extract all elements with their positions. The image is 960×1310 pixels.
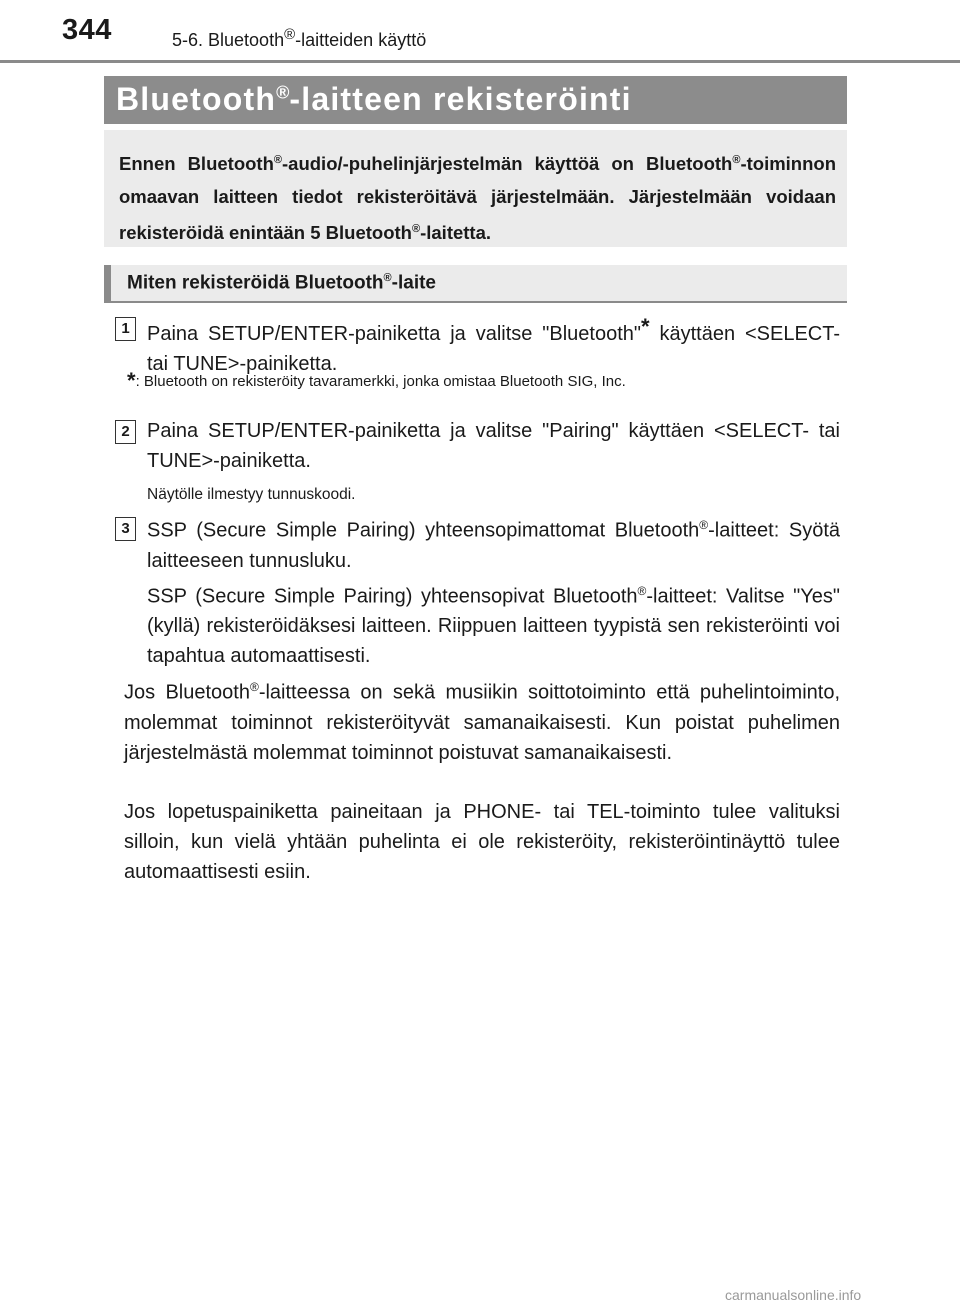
footnote-text: : Bluetooth on rekisteröity tavaramerkki, jonka omistaa Bluetooth SIG, Inc. xyxy=(135,373,626,390)
page-header xyxy=(0,0,960,62)
registered-mark: ® xyxy=(249,680,259,694)
page-title-pre: Bluetooth xyxy=(116,81,277,117)
registered-mark: ® xyxy=(276,82,290,103)
step-3-line-2-post: -laitteet: Valitse "Yes" (kyllä) rekisteröidäksesi laitteen. Riippuen laitteen tyypistä sen rekisteröinti voi tapahtua automaattisesti. xyxy=(147,585,840,668)
step-number-badge: 1 xyxy=(115,317,136,341)
chapter-title-pre: 5-6. Bluetooth xyxy=(172,30,285,50)
info-paragraph-1-post: -laitteessa on sekä musiikin soittotoiminto että puhelintoiminto, molemmat toiminnot rekisteröityvät samanaikaisesti. Kun poistat puhelimen järjestelmästä molemmat toiminnot poistuvat samanaikaisesti. xyxy=(124,681,841,764)
intro-text-2: -audio/-puhelinjärjestelmän käyttöä on Bluetooth xyxy=(282,153,733,175)
section-heading-post: -laite xyxy=(391,272,436,294)
step-1-text xyxy=(147,312,840,379)
step-3-line-2 xyxy=(147,576,840,672)
registered-mark: ® xyxy=(411,223,421,236)
page-title xyxy=(104,76,847,124)
step-number-badge: 2 xyxy=(115,420,136,444)
info-paragraph-1 xyxy=(124,672,840,768)
page-title-post: -laitteen rekisteröinti xyxy=(289,81,632,117)
asterisk-mark: * xyxy=(641,314,650,339)
step-1-text-b: käyttäen <SELECT- tai TUNE>-painiketta. xyxy=(147,323,840,375)
intro-text-3: -toiminnon omaavan laitteen tiedot rekisteröitävä järjestelmään. Järjestelmään voidaan rekisteröidä enintään 5 Bluetooth xyxy=(119,153,837,244)
step-3-line-1 xyxy=(147,510,840,576)
registered-mark: ® xyxy=(383,272,392,284)
registered-mark: ® xyxy=(273,154,282,166)
chapter-title-post: -laitteiden käyttö xyxy=(295,30,427,50)
step-2-text: Paina SETUP/ENTER-painiketta ja valitse "Pairing" käyttäen <SELECT- tai TUNE>-painiketta. xyxy=(147,420,840,472)
watermark: carmanualsonline.info xyxy=(725,1287,862,1303)
step-3-text xyxy=(147,510,840,671)
step-3-line-1-pre: SSP (Secure Simple Pairing) yhteensopimattomat Bluetooth xyxy=(147,519,700,542)
info-paragraph-2: Jos lopetuspainiketta paineitaan ja PHONE- tai TEL-toiminto tulee valituksi silloin, kun vielä yhtään puhelinta ei ole rekisteröity, rekisteröintinäyttö tulee automaattisesti esiin. xyxy=(124,801,840,883)
step-1-text-a: Paina SETUP/ENTER-painiketta ja valitse "Bluetooth" xyxy=(147,323,641,345)
step-2-note: Näytölle ilmestyy tunnuskoodi. xyxy=(147,486,356,503)
intro-text-1: Ennen Bluetooth xyxy=(119,153,274,175)
intro-box xyxy=(104,130,847,247)
intro-text-4: -laitetta. xyxy=(420,222,492,244)
step-3-line-2-pre: SSP (Secure Simple Pairing) yhteensopivat Bluetooth xyxy=(147,585,638,608)
asterisk-mark: * xyxy=(127,368,136,393)
header-divider xyxy=(0,60,960,63)
section-heading-pre: Miten rekisteröidä Bluetooth xyxy=(127,272,384,294)
registered-mark: ® xyxy=(284,26,296,43)
step-number-badge: 3 xyxy=(115,517,136,541)
registered-mark: ® xyxy=(637,583,647,598)
step-3-line-1-post: -laitteet: Syötä laitteeseen tunnusluku. xyxy=(147,519,840,572)
page-number: 344 xyxy=(62,14,112,46)
registered-mark: ® xyxy=(699,518,709,532)
info-paragraph-1-pre: Jos Bluetooth xyxy=(124,681,250,704)
footnote xyxy=(127,370,847,393)
registered-mark: ® xyxy=(732,154,741,166)
section-heading xyxy=(104,265,847,303)
chapter-title xyxy=(172,26,426,51)
